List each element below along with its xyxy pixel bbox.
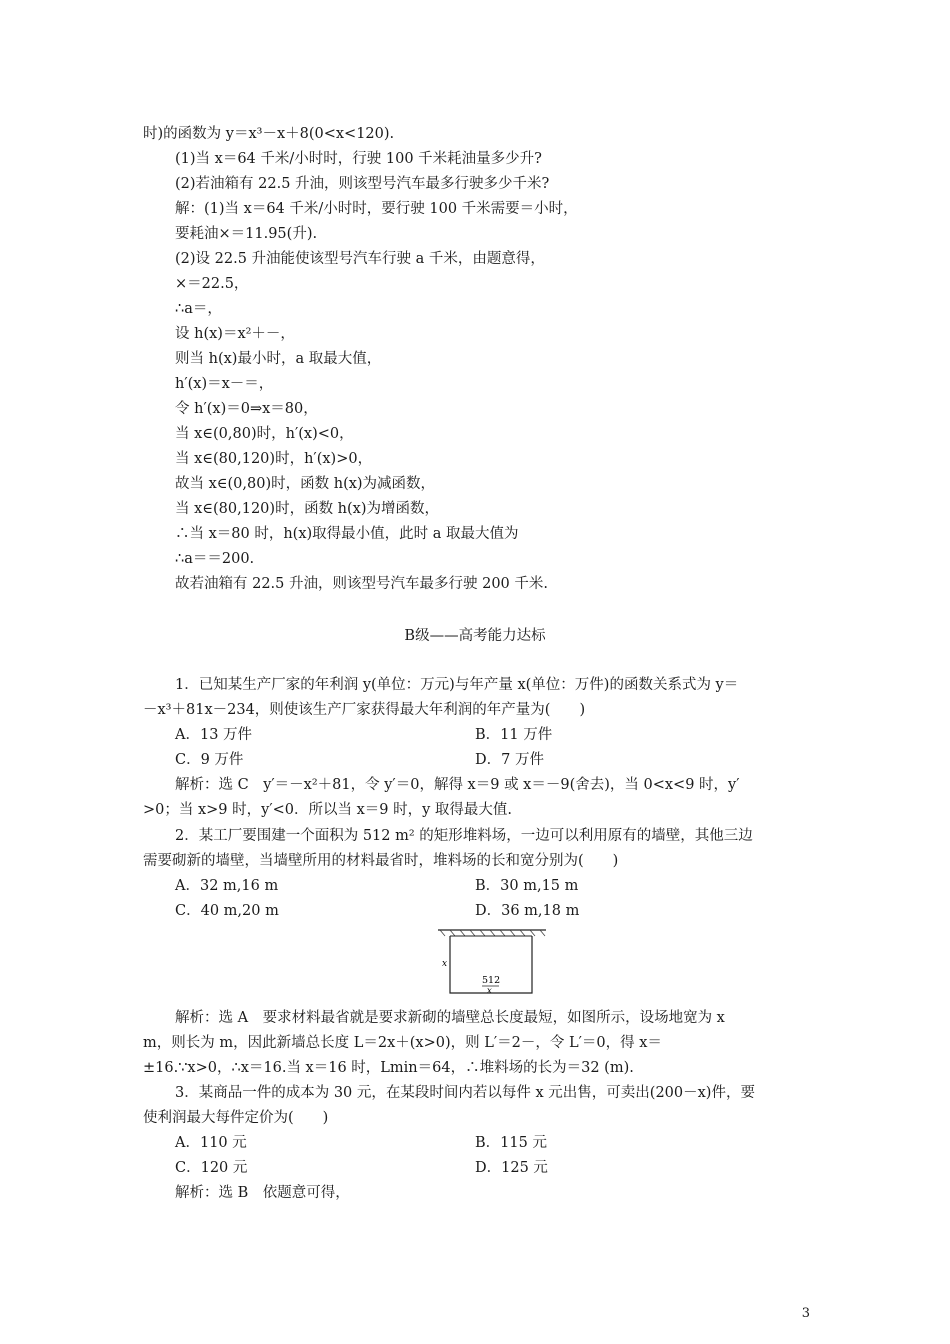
text-line: 解：(1)当 x＝64 千米/小时时，要行驶 100 千米需要＝小时， — [175, 201, 578, 217]
text-line: (1)当 x＝64 千米/小时时，行驶 100 千米耗油量多少升? — [175, 151, 542, 167]
question-1-option-b: B．11 万件 — [475, 727, 553, 743]
text-line: (2)设 22.5 升油能使该型号汽车行驶 a 千米，由题意得， — [175, 251, 545, 267]
text-line: 故当 x∈(0,80)时，函数 h(x)为减函数， — [175, 476, 436, 492]
question-1-option-a: A．13 万件 — [175, 727, 253, 743]
text-line: 故若油箱有 22.5 升油，则该型号汽车最多行驶 200 千米. — [175, 576, 549, 592]
question-1-solution: >0；当 x>9 时，y′<0．所以当 x＝9 时，y 取得最大值. — [143, 802, 513, 818]
text-line: ∴a＝＝200. — [175, 551, 255, 567]
page-number: 3 — [801, 1306, 810, 1321]
width-label: x — [442, 959, 448, 969]
text-line: 令 h′(x)＝0⇒x＝80， — [175, 401, 318, 417]
question-2-solution: 解析：选 A 要求材料最省就是要求新砌的墙壁总长度最短，如图所示，设场地宽为 x — [175, 1010, 725, 1026]
question-1-option-d: D．7 万件 — [475, 752, 544, 768]
text-line: ∴当 x＝80 时，h(x)取得最小值，此时 a 取最大值为 — [175, 526, 519, 542]
question-2-option-a: A．32 m,16 m — [175, 878, 279, 894]
question-1-stem: －x³＋81x－234，则使该生产厂家获得最大年利润的年产量为( ) — [143, 702, 586, 718]
text-line: 当 x∈(80,120)时，函数 h(x)为增函数， — [175, 501, 440, 517]
question-3-option-a: A．110 元 — [175, 1135, 247, 1151]
question-2-solution: m，则长为 m，因此新墙总长度 L＝2x＋(x>0)，则 L′＝2－，令 L′＝0，得 x＝ — [143, 1035, 662, 1051]
question-1-solution: 解析：选 C y′＝－x²＋81，令 y′＝0，解得 x＝9 或 x＝－9(舍去)，当 0<x<9 时，y′ — [175, 777, 740, 793]
text-line: 则当 h(x)最小时，a 取最大值， — [175, 351, 382, 367]
question-2-option-d: D．36 m,18 m — [475, 903, 580, 919]
text-line: 时)的函数为 y＝x³－x＋8(0<x<120). — [143, 126, 395, 142]
text-line: ×＝22.5， — [175, 276, 249, 292]
wall-hatching — [440, 930, 545, 936]
text-line: 当 x∈(80,120)时，h′(x)>0， — [175, 451, 373, 467]
question-3-option-c: C．120 元 — [175, 1160, 248, 1176]
text-line: h′(x)＝x－＝， — [175, 376, 274, 392]
question-3-stem: 使利润最大每件定价为( ) — [143, 1110, 329, 1126]
question-2-solution: ±16.∵x>0，∴x＝16.当 x＝16 时，Lmin＝64，∴堆料场的长为＝32 (m). — [143, 1060, 634, 1076]
question-1-option-c: C．9 万件 — [175, 752, 244, 768]
area-label: 512 — [482, 975, 501, 986]
question-2-stem: 2．某工厂要围建一个面积为 512 m² 的矩形堆料场，一边可以利用原有的墙壁，其他三边 — [175, 828, 753, 844]
text-line: 当 x∈(0,80)时，h′(x)<0， — [175, 426, 354, 442]
question-2-stem: 需要砌新的墙壁，当墙壁所用的材料最省时，堆料场的长和宽分别为( ) — [143, 853, 619, 869]
question-1-stem: 1．已知某生产厂家的年利润 y(单位：万元)与年产量 x(单位：万件)的函数关系式为 y＝ — [175, 677, 739, 693]
question-2-option-c: C．40 m,20 m — [175, 903, 279, 919]
question-3-solution: 解析：选 B 依题意可得， — [175, 1185, 350, 1201]
section-title: B级——高考能力达标 — [404, 628, 546, 644]
text-line: (2)若油箱有 22.5 升油，则该型号汽车最多行驶多少千米? — [175, 176, 550, 192]
question-3-option-b: B．115 元 — [475, 1135, 547, 1151]
question-2-option-b: B．30 m,15 m — [475, 878, 579, 894]
question-3-option-d: D．125 元 — [475, 1160, 548, 1176]
text-line: 设 h(x)＝x²＋－， — [175, 326, 295, 342]
text-line: ∴a＝， — [175, 301, 222, 317]
denominator-label: x — [487, 986, 492, 995]
text-line: 要耗油×＝11.95(升). — [175, 226, 318, 242]
yard-figure — [436, 927, 548, 995]
question-3-stem: 3．某商品一件的成本为 30 元，在某段时间内若以每件 x 元出售，可卖出(200－x)件，要 — [175, 1085, 755, 1101]
